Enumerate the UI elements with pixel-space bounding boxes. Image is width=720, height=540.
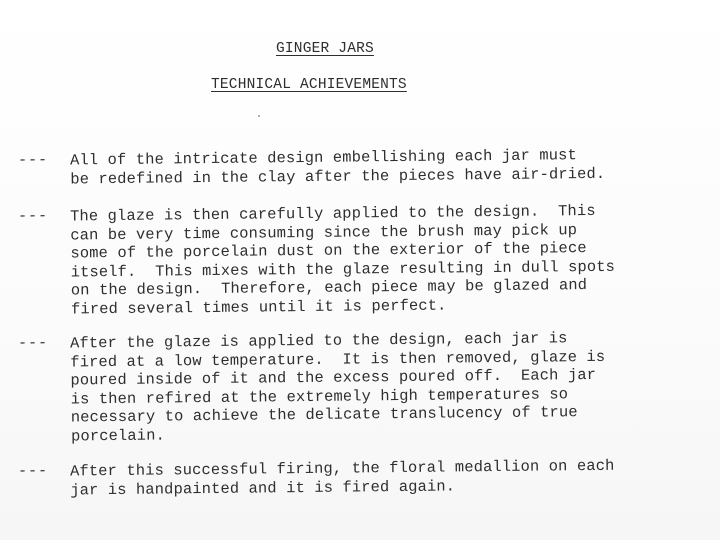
item-line: porcelain. (70, 426, 166, 446)
item-marker: --- (18, 151, 49, 169)
item-line: be redefined in the clay after the pieces have air-dried. (70, 164, 606, 189)
list-item (18, 456, 718, 500)
item-text (70, 329, 606, 446)
item-line: necessary to achieve the delicate translucency of true (70, 403, 578, 427)
item-line: some of the porcelain dust on the exterior of the piece (70, 239, 587, 263)
item-marker: --- (18, 462, 49, 480)
item-line: After this successful firing, the floral medallion on each (69, 456, 615, 481)
paper-speck (258, 115, 260, 117)
item-marker: --- (18, 334, 49, 352)
item-line: is then refired at the extremely high temperatures so (70, 385, 569, 409)
item-line: can be very time consuming since the brush may pick up (70, 220, 578, 245)
item-line: After the glaze is applied to the design, each jar is (69, 329, 568, 353)
list-item (18, 201, 718, 319)
item-line: poured inside of it and the excess poured off. Each jar (70, 366, 597, 390)
item-text (70, 146, 605, 189)
item-line: on the design. Therefore, each piece may be glazed and (70, 276, 588, 300)
item-line: itself. This mixes with the glaze resulting in dull spots (70, 257, 616, 282)
item-line: fired several times until it is perfect. (70, 296, 447, 319)
document-subtitle: TECHNICAL ACHIEVEMENTS (211, 77, 407, 93)
item-line: jar is handpainted and it is fired again. (70, 477, 456, 500)
item-text (70, 202, 616, 319)
item-marker: --- (18, 207, 49, 225)
list-item (18, 145, 718, 189)
document-title: GINGER JARS (276, 41, 374, 57)
item-line: All of the intricate design embellishing each jar must (69, 146, 578, 170)
list-item (18, 328, 718, 446)
item-line: The glaze is then carefully applied to the design. This (69, 201, 596, 226)
item-text (70, 457, 615, 500)
item-line: fired at a low temperature. It is then removed, glaze is (70, 347, 606, 372)
